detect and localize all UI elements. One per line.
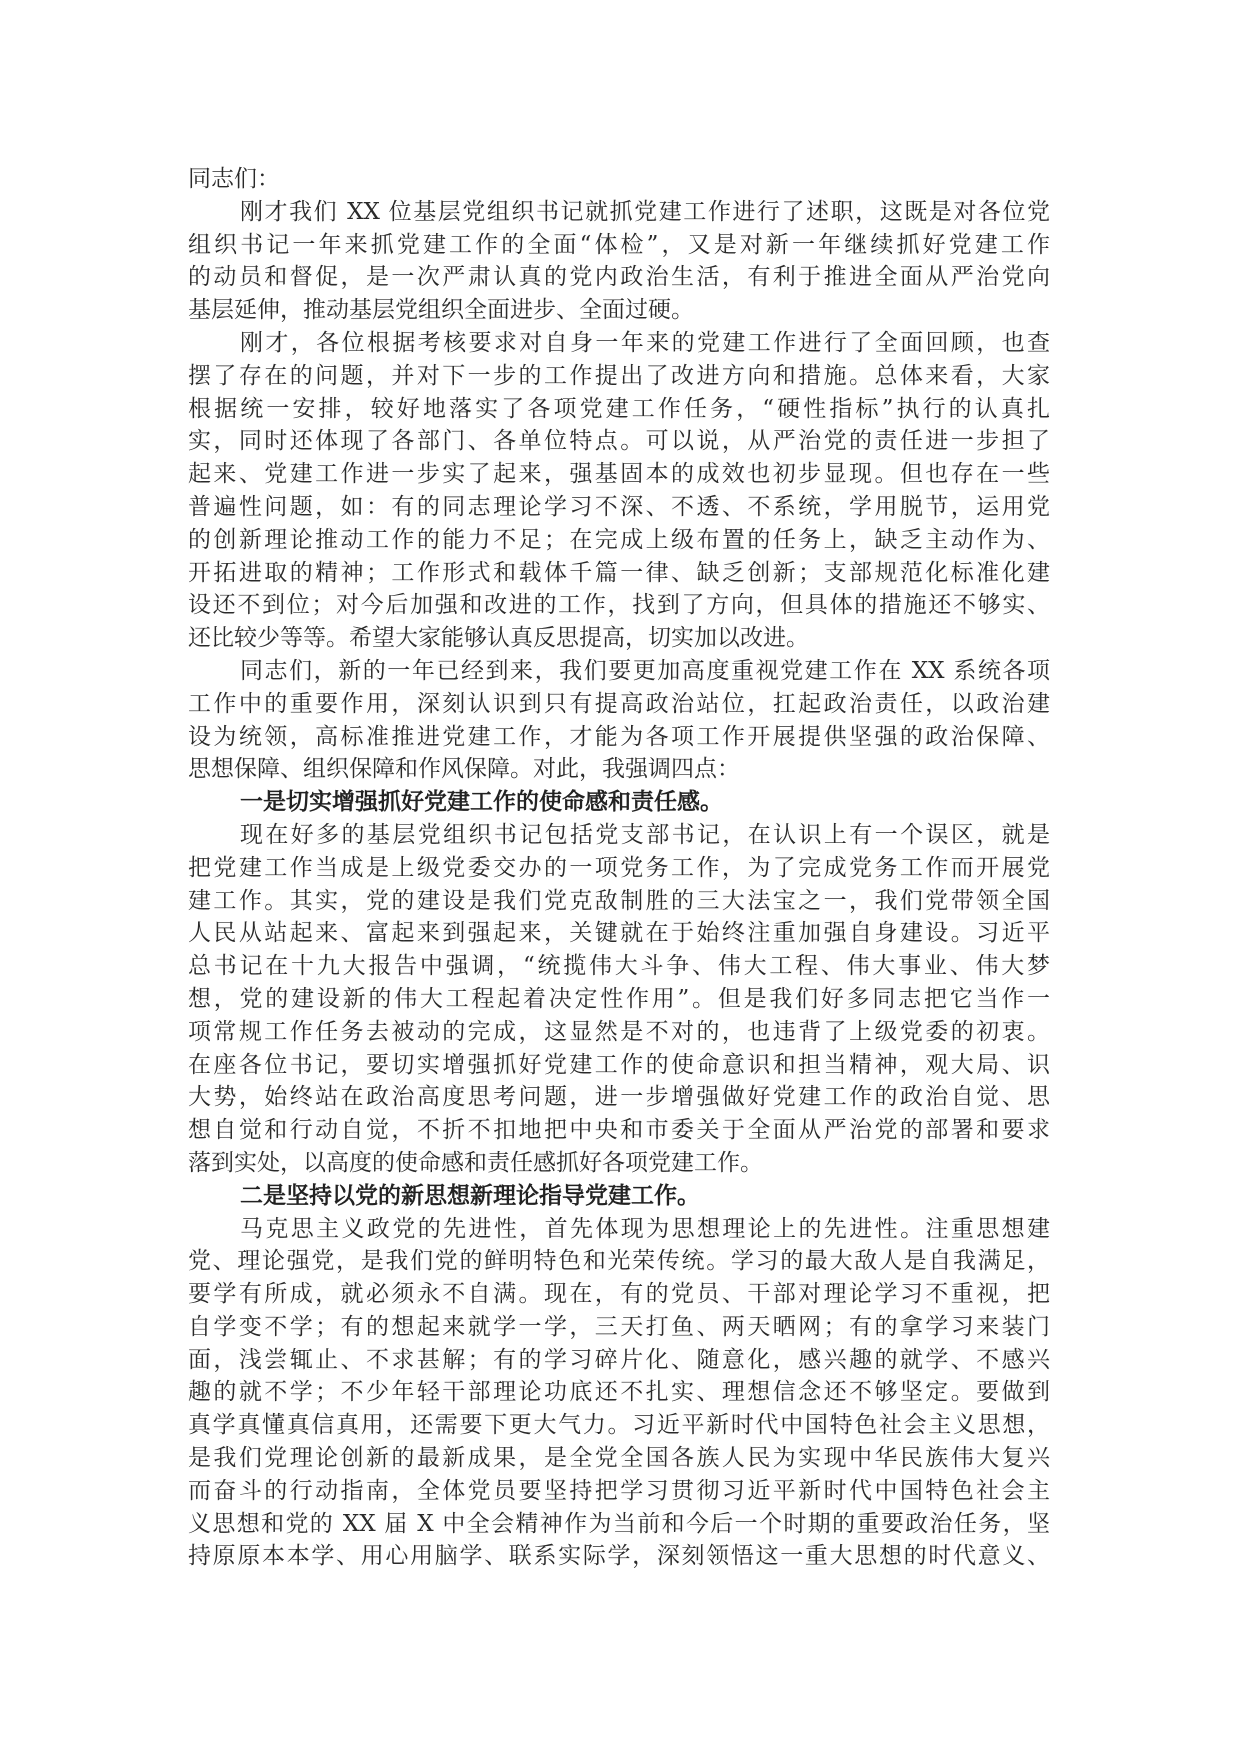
text-line: 实，同时还体现了各部门、各单位特点。可以说，从严治党的责任进一步担了: [188, 428, 1050, 455]
text-line: 人民从站起来、富起来到强起来，关键就在于始终注重加强自身建设。习近平: [188, 920, 1050, 947]
document-page: [188, 163, 1050, 1573]
text-line: 起来、党建工作进一步实了起来，强基固本的成效也初步显现。但也存在一些: [188, 461, 1050, 488]
section-heading-2: [188, 1180, 1050, 1213]
text-line: 想自觉和行动自觉，不折不扣地把中央和市委关于全面从严治党的部署和要求: [188, 1117, 1050, 1144]
text-line: 现在好多的基层党组织书记包括党支部书记，在认识上有一个误区，就是: [240, 821, 1050, 848]
text-line: 趣的就不学；不少年轻干部理论功底还不扎实、理想信念还不够坚定。要做到: [188, 1379, 1050, 1406]
paragraph-theory: [188, 1213, 1050, 1574]
text-line: 面，浅尝辄止、不求甚解；有的学习碎片化、随意化，感兴趣的就学、不感兴: [188, 1346, 1050, 1373]
paragraph-mission: [188, 819, 1050, 1180]
text-line: 刚才，各位根据考核要求对自身一年来的党建工作进行了全面回顾，也查: [240, 329, 1050, 356]
text-line: 设为统领，高标准推进党建工作，才能为各项工作开展提供坚强的政治保障、: [188, 723, 1050, 750]
paragraph-opening: [188, 196, 1050, 327]
heading-text: 一是切实增强抓好党建工作的使命感和责任感。: [240, 789, 723, 816]
text-line: 项常规工作任务去被动的完成，这显然是不对的，也违背了上级党委的初衷。: [188, 1018, 1050, 1045]
text-line: 马克思主义政党的先进性，首先体现为思想理论上的先进性。注重思想建: [240, 1215, 1050, 1242]
text-line: 的动员和督促，是一次严肃认真的党内政治生活，有利于推进全面从严治党向: [188, 264, 1050, 291]
text-line: 建工作。其实，党的建设是我们党克敌制胜的三大法宝之一，我们党带领全国: [188, 887, 1050, 914]
text-line: 而奋斗的行动指南，全体党员要坚持把学习贯彻习近平新时代中国特色社会主: [188, 1477, 1050, 1504]
text-line: 根据统一安排，较好地落实了各项党建工作任务，“硬性指标”执行的认真扎: [188, 395, 1050, 422]
paragraph-review: [188, 327, 1050, 655]
text-line: 思想保障、组织保障和作风保障。对此，我强调四点：: [188, 756, 740, 783]
text-line: 刚才我们 XX 位基层党组织书记就抓党建工作进行了述职，这既是对各位党: [240, 198, 1050, 225]
text-line: 真学真懂真信真用，还需要下更大气力。习近平新时代中国特色社会主义思想，: [188, 1412, 1050, 1439]
text-line: 同志们，新的一年已经到来，我们要更加高度重视党建工作在 XX 系统各项: [240, 657, 1050, 684]
paragraph-new-year: [188, 655, 1050, 786]
text-line: 总书记在十九大报告中强调，“统揽伟大斗争、伟大工程、伟大事业、伟大梦: [188, 953, 1050, 980]
text-line: 把党建工作当成是上级党委交办的一项党务工作，为了完成党务工作而开展党: [188, 854, 1050, 881]
text-line: 摆了存在的问题，并对下一步的工作提出了改进方向和措施。总体来看，大家: [188, 362, 1050, 389]
text-line: 工作中的重要作用，深刻认识到只有提高政治站位，扛起政治责任，以政治建: [188, 690, 1050, 717]
text-line: 党、理论强党，是我们党的鲜明特色和光荣传统。学习的最大敌人是自我满足，: [188, 1248, 1050, 1275]
text-line: 设还不到位；对今后加强和改进的工作，找到了方向，但具体的措施还不够实、: [188, 592, 1050, 619]
text-line: 持原原本本学、用心用脑学、联系实际学，深刻领悟这一重大思想的时代意义、: [188, 1543, 1050, 1570]
heading-text: 二是坚持以党的新思想新理论指导党建工作。: [240, 1182, 700, 1209]
text-line: 在座各位书记，要切实增强抓好党建工作的使命意识和担当精神，观大局、识: [188, 1051, 1050, 1078]
salutation: 同志们：: [188, 166, 280, 192]
text-line: 义思想和党的 XX 届 X 中全会精神作为当前和今后一个时期的重要政治任务，坚: [188, 1510, 1050, 1537]
text-line: 还比较少等等。希望大家能够认真反思提高，切实加以改进。: [188, 625, 809, 652]
text-line: 自学变不学；有的想起来就学一学，三天打鱼、两天晒网；有的拿学习来装门: [188, 1313, 1050, 1340]
text-line: 大势，始终站在政治高度思考问题，进一步增强做好党建工作的政治自觉、思: [188, 1084, 1050, 1111]
text-line: 普遍性问题，如：有的同志理论学习不深、不透、不系统，学用脱节，运用党: [188, 493, 1050, 520]
text-line: 想，党的建设新的伟大工程起着决定性作用”。但是我们好多同志把它当作一: [188, 985, 1050, 1012]
text-line: 开拓进取的精神；工作形式和载体千篇一律、缺乏创新；支部规范化标准化建: [188, 559, 1050, 586]
text-line: 组织书记一年来抓党建工作的全面“体检”，又是对新一年继续抓好党建工作: [188, 231, 1050, 258]
text-line: 的创新理论推动工作的能力不足；在完成上级布置的任务上，缺乏主动作为、: [188, 526, 1050, 553]
text-line: 落到实处，以高度的使命感和责任感抓好各项党建工作。: [188, 1149, 763, 1176]
text-line: 是我们党理论创新的最新成果，是全党全国各族人民为实现中华民族伟大复兴: [188, 1445, 1050, 1472]
text-line: 基层延伸，推动基层党组织全面进步、全面过硬。: [188, 297, 694, 324]
section-heading-1: [188, 786, 1050, 819]
text-line: 要学有所成，就必须永不自满。现在，有的党员、干部对理论学习不重视，把: [188, 1281, 1050, 1308]
